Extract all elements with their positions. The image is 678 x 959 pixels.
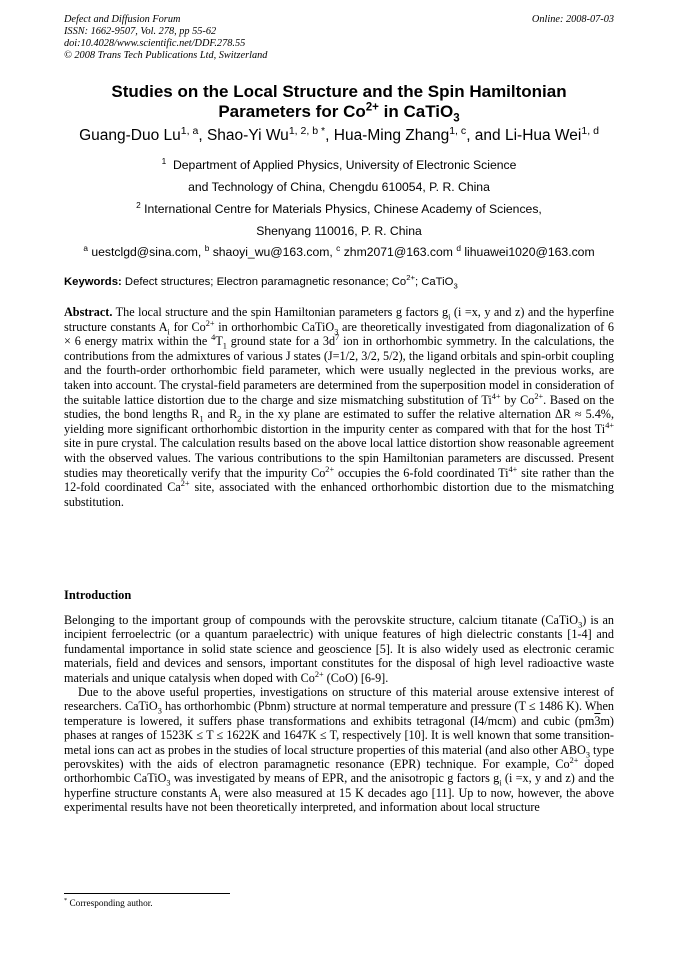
- abstract-label: Abstract.: [64, 305, 113, 319]
- email: shaoyi_wu@163.com,: [212, 245, 337, 259]
- journal-header: [64, 14, 267, 62]
- introduction-body: [64, 613, 614, 815]
- author-list: Guang-Duo Lu$^{1, a}$, Shao-Yi $Wu^{1, 2, b *}$, Hua-Ming Zhang$^{1, c}$, and Li-Hua Wei$^{1, d}$: [79, 124, 599, 144]
- paragraph: Belonging to the important group of compounds with the perovskite structure, calcium titanate (CaTiO$_3$) is an incipient ferroelectric (or a quantum paraelectric) with unique features of high dielectric constants [1-4] and fundamental importance in solid state science and geoscience [5]. It is also widely used as electronic ceramic materials, field and devices and sensors, important constitutes for the disposal of high level radioactive waste materials and unique catalysis when doped with $Co^{2+}$ (CoO) [6-9].: [64, 613, 614, 685]
- issn-line: ISSN: 1662-9507, Vol. 278, pp 55-62: [64, 26, 217, 37]
- author: Li-Hua Wei: [504, 127, 582, 144]
- affiliation-2-line-2: Shenyang 110016, P. R. China: [256, 224, 422, 238]
- email: uestclgd@sina.com,: [91, 245, 205, 259]
- title-line-1: Studies on the Local Structure and the Spin Hamiltonian: [111, 82, 567, 101]
- abstract: Abstract. The local structure and the spin Hamiltonian parameters g factors $g_i$ (i =x, y and z) and the hyperfine structure constants $A_i$ for $Co^{2+}$ in orthorhombic CaTiO$_3$ are theoretically investigated from diagonalization of 6 × 6 energy matrix within the $^4T_1$ ground state for a $3d^7$ ion in orthorhombic symmetry. In the calculations, the contributions from the admixtures of various J states (J=1/2, 3/2, 5/2), the ligand orbitals and spin-orbit coupling and the fourth-order orthorhombic field parameter, which were usually neglected in the previous works, are taken into account. The crystal-field parameters are determined from the superposition model in consideration of the suitable lattice distortion due to the charge and size mismatching substitution of $Ti^{4+}$ by $Co^{2+}$. Based on the studies, the bond lengths $R_1$ and $R_2$ in the xy plane are estimated to suffer the relative alternation ΔR ≈ 5.4%, yielding more significant orthorhombic distortion in the impurity center as compared with that for the host $Ti^{4+}$ site in pure crystal. The calculation results based on the above local lattice distortion show reasonable agreement with the observed values. The various contributions to the spin Hamiltonian parameters are discussed. Present studies may theoretically verify that the impurity $Co^{2+}$ occupies the 6-fold coordinated $Ti^{4+}$ site rather than the 12-fold coordinated $Ca^{2+}$ site, associated with the enhanced orthorhombic distortion due to the mismatching substitution.: [64, 305, 615, 509]
- paper-title: [40, 82, 638, 125]
- author: Shao-Yi Wu: [206, 127, 289, 144]
- author: Guang-Duo Lu: [79, 127, 181, 144]
- section-heading-introduction: Introduction: [64, 588, 132, 602]
- email: zhm2071@163.com: [343, 245, 457, 259]
- affiliation-2-line-1: $^2$ International Centre for Materials Physics, Chinese Academy of Sciences,: [136, 199, 542, 216]
- affiliation-1-line-2: and Technology of China, Chengdu 610054, P. R. China: [188, 180, 490, 194]
- paragraph: Due to the above useful properties, investigations on structure of this material arouse extensive interest of researchers. CaTiO$_3$ has orthorhombic (Pbnm) structure at normal temperature and pressure (T ≤ 1486 K). When temperature is lowered, it suffers phase transformations and exhibits tetragonal (I4/mcm) and cubic (pm3m) phases at ranges of 1523K ≤ T ≤ 1622K and 1647K ≤ T, respectively [10]. It is well known that some transition-metal ions can act as probes in the studies of local structure properties of this material (and also other $ABO_3$ type perovskites) with the aids of electron paramagnetic resonance (EPR) technique. For example, $Co^{2+}$ doped orthorhombic CaTiO$_3$ was investigated by means of EPR, and the anisotropic g factors $g_i$ (i =x, y and z) and the hyperfine structure constants $A_i$ were also measured at 15 K decades ago [11]. Up to now, however, the above experimental results have not been theoretically interpreted, and information about local structure: [64, 685, 614, 815]
- email-list: $^a$ uestclgd@sina.com, $^b$ shaoyi_wu@163.com, $^c$ zhm2071@163.com $^d$ lihuawei1020@163.com: [83, 242, 595, 259]
- online-date: Online: 2008-07-03: [531, 14, 614, 25]
- copyright-line: © 2008 Trans Tech Publications Ltd, Switzerland: [64, 50, 268, 61]
- footnote-divider: [64, 893, 230, 894]
- footnote: * Corresponding author.: [64, 896, 153, 909]
- title-line-2: Parameters for $Co^{2+}$ in CaTiO$_3$: [218, 101, 460, 125]
- email: lihuawei1020@163.com: [464, 245, 595, 259]
- affiliation-1-line-1: $^1$ Department of Applied Physics, University of Electronic Science: [161, 155, 517, 172]
- author: Hua-Ming Zhang: [333, 127, 450, 144]
- keywords: Keywords: Defect structures; Electron paramagnetic resonance; $Co^{2+}$; CaTiO$_3$: [64, 273, 458, 291]
- doi-line: doi:10.4028/www.scientific.net/DDF.278.55: [64, 38, 246, 49]
- journal-name: Defect and Diffusion Forum: [64, 14, 181, 25]
